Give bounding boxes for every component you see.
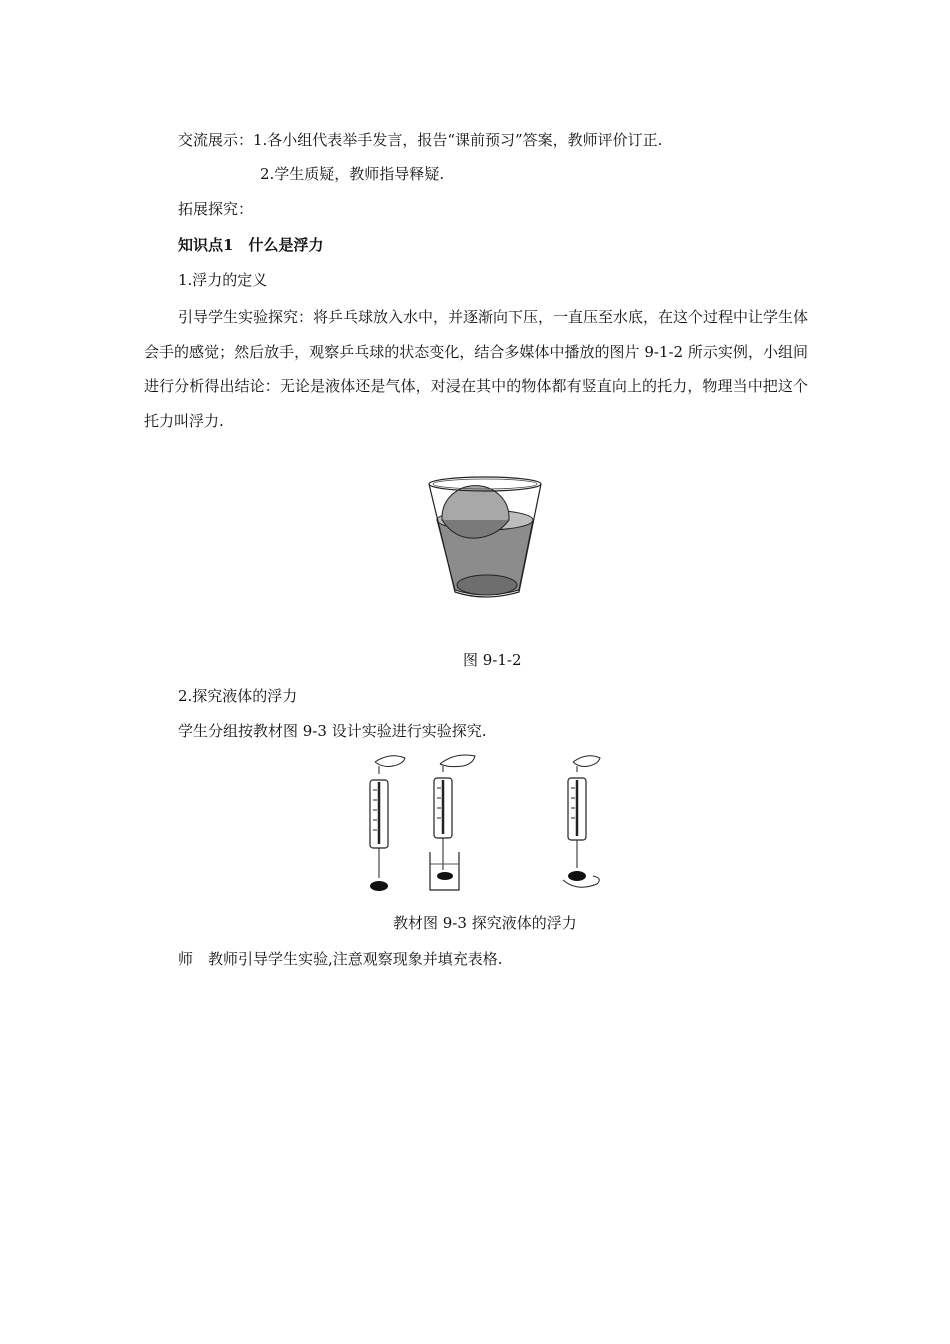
- knowledge-point-heading: 知识点1 什么是浮力: [178, 236, 324, 254]
- figure-1-caption: 图 9-1-2: [463, 651, 522, 669]
- spring-scale-with-hand-support: [563, 756, 600, 887]
- section-2-text: 学生分组按教材图 9-3 设计实验进行实验探究.: [178, 722, 487, 740]
- expand-label: 拓展探究：: [178, 200, 254, 218]
- figure-2-caption: 教材图 9-3 探究液体的浮力: [393, 914, 577, 932]
- exchange-line-2: 2.学生质疑，教师指导释疑.: [260, 165, 445, 183]
- section-1-paragraph: 引导学生实验探究：将乒乓球放入水中，并逐渐向下压，一直压至水底，在这个过程中让学生体会手的感觉；然后放手，观察乒乓球的状态变化，结合多媒体中播放的图片 9-1-2 所示实例，小组间进行分析得出结论：无论是液体还是气体，对浸在其中的物体都有竖直向上的托力，物理当中把这个托力叫浮力.: [144, 308, 809, 430]
- exchange-line-1: 交流展示：1.各小组代表举手发言，报告“课前预习”答案，教师评价订正.: [178, 131, 663, 149]
- spring-scale-in-air: [370, 756, 405, 891]
- spring-scale-in-water: [430, 755, 475, 890]
- teacher-line: 师 教师引导学生实验,注意观察现象并填充表格.: [178, 950, 503, 968]
- section-1-title: 1.浮力的定义: [178, 271, 268, 289]
- section-2-title: 2.探究液体的浮力: [178, 687, 298, 705]
- cup-with-ball-figure: [425, 472, 545, 607]
- spring-scale-experiment-figure: [355, 752, 610, 900]
